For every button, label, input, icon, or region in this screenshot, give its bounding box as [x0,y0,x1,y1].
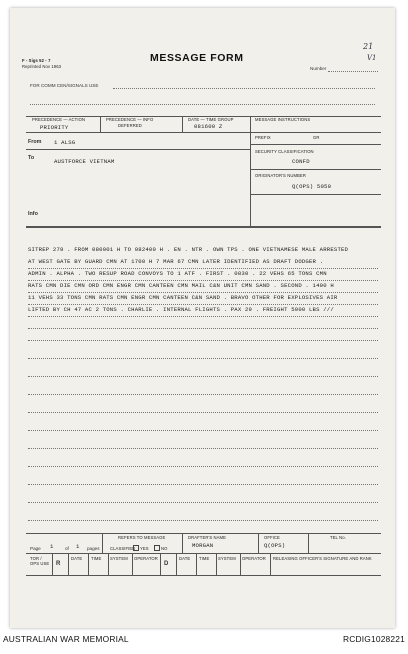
handwritten-annotation: 21 [363,42,374,51]
rule [26,575,381,576]
body-rule [28,376,378,377]
system-label-d: SYSTEM [218,556,236,561]
body-rule [28,484,378,485]
rule [26,149,250,150]
rule [52,553,53,575]
page-of-label: of [65,546,69,551]
precedence-action-value: PRIORITY [40,124,69,131]
comm-cen-line [113,88,375,89]
form-title: MESSAGE FORM [150,52,244,64]
footer-record-id: RCDIG1028221 [343,634,405,644]
body-rule [28,304,378,305]
body-line: SITREP 279 . FROM 080001 H TO 082400 H . EN . NTR . OWN TPS . ONE VIETNAMESE MALE ARRESTED [28,246,349,253]
time-label-r: TIME [91,556,102,561]
rule [182,116,183,132]
comm-cen-label: FOR COMM CEN/SIGNALS USE [30,83,99,88]
message-instructions-label: MESSAGE INSTRUCTIONS [255,117,311,122]
classified-yes-checkbox[interactable] [133,545,139,551]
operator-label-d: OPERATOR [242,556,266,561]
rule [26,132,250,133]
rule [26,226,381,228]
rule [176,553,177,575]
comm-cen-line-2 [30,104,375,105]
originator-label: ORIGINATOR'S NUMBER [255,173,306,178]
drafter-value: MORGAN [192,542,214,549]
originator-value: Q(OPS) 5050 [292,183,332,190]
rule [88,553,89,575]
rule [240,553,241,575]
from-value: 1 ALSG [54,139,76,146]
time-label-d: TIME [199,556,210,561]
rule [68,553,69,575]
rule [100,116,101,132]
rule [270,553,271,575]
form-code: F - Sigs 52 - 7 [22,58,51,63]
prefix-label: PREFIX [255,135,271,140]
office-value: Q(OPS) [264,542,286,549]
body-line: AT WEST GATE BY GUARD CMN AT 1700 H 7 MAR 67 CMN LATER IDENTIFIED AS DRAFT DODGER . [28,258,324,265]
body-line: LIFTED BY CH 47 AC 2 TONS . CHARLIE . INTERNAL FLIGHTS . PAX 29 . FREIGHT 5000 LBS /// [28,306,334,313]
page-current: 1 [50,543,54,550]
body-rule [28,358,378,359]
operator-label-r: OPERATOR [134,556,158,561]
to-value: AUSTFORCE VIETNAM [54,158,115,165]
body-rule [28,502,378,503]
form-reprint: Reprinted Nov 1963 [22,64,62,69]
tor-label: TOR / OPS USE [30,556,50,566]
gr-label: GR [313,135,320,140]
message-form-sheet [10,8,395,628]
number-field-line [328,71,378,72]
rule [26,553,381,554]
date-label-r: DATE [71,556,83,561]
refers-label: REFERS TO MESSAGE [118,535,166,540]
body-line: ADMIN . ALPHA . TWO RESUP ROAD CONVOYS TO 1 ATF . FIRST . 0830 . 22 VEHS 65 TONS CMN [28,270,327,277]
info-label: Info [28,211,38,217]
handwritten-annotation-2: V1 [367,54,377,62]
tel-label: TEL No. [330,535,346,540]
rule [132,553,133,575]
body-rule [28,394,378,395]
body-line: 11 VEHS 33 TONS CMN RATS CMN ENGR CMN CANTEEN C&N SAND . BRAVO OTHER FOR EXPLOSIVES AIR [28,294,338,301]
drafter-label: DRAFTER'S NAME [188,535,227,540]
office-label: OFFICE [264,535,280,540]
precedence-action-label: PRECEDENCE — ACTION [32,117,86,122]
to-label: To [28,155,35,161]
number-label: Number [310,66,327,71]
d-label: D [164,561,169,567]
rule [250,144,381,145]
body-rule [28,280,378,281]
body-rule [28,448,378,449]
footer-credit: AUSTRALIAN WAR MEMORIAL [3,634,129,644]
yes-label: YES [140,546,149,551]
body-rule [28,466,378,467]
page-label: Page [30,546,41,551]
body-rule [28,328,378,329]
rule [250,132,381,133]
from-label: From [28,139,42,145]
rule [308,533,309,553]
r-label: R [56,561,61,567]
body-rule [28,340,378,341]
body-rule [28,412,378,413]
date-label-d: DATE [179,556,191,561]
classified-no-checkbox[interactable] [154,545,160,551]
dtg-value: 081600 Z [194,123,223,130]
dtg-label: DATE — TIME GROUP [188,117,234,122]
body-rule [28,268,378,269]
no-label: NO [161,546,168,551]
rule [250,169,381,170]
classified-label: CLASSIFIED [110,546,136,551]
body-rule [28,316,378,317]
body-rule [28,430,378,431]
rule [250,194,381,195]
page-total: 1 [76,543,80,550]
pages-label: pages [87,546,100,551]
security-label: SECURITY CLASSIFICATION [255,149,314,154]
rule [196,553,197,575]
precedence-info-label: PRECEDENCE — INFO [106,117,154,122]
releasing-label: RELEASING OFFICER'S SIGNATURE AND RANK [273,556,372,561]
body-rule [28,520,378,521]
security-value: CONFD [292,158,310,165]
body-line: RATS CMN DIE CMN ORD CMN ENGR CMN CANTEEN CMN MAIL C&N UNIT CMN SAND . SECOND . 1400 H [28,282,334,289]
precedence-info-value: DEFERRED [118,123,142,128]
rule [108,553,109,575]
rule [26,533,381,534]
system-label-r: SYSTEM [110,556,128,561]
rule [160,553,161,575]
rule [258,533,259,553]
rule [216,553,217,575]
rule [182,533,183,553]
rule [102,533,103,553]
body-rule [28,292,378,293]
